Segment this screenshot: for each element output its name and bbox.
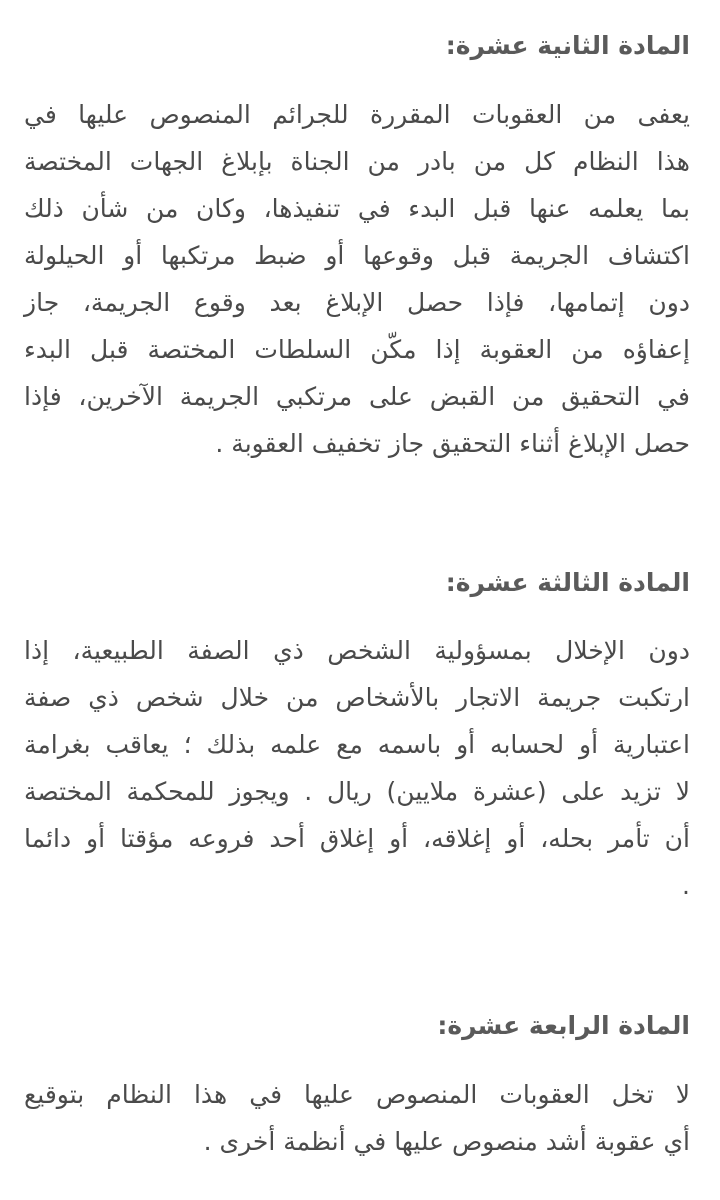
article-12-line: اكتشاف الجريمة قبل وقوعها أو ضبط مرتكبها أو الحيلولة: [24, 241, 690, 270]
article-12-line: في التحقيق من القبض على مرتكبي الجريمة الآخرين، فإذا: [24, 382, 690, 411]
article-14-heading: المادة الرابعة عشرة:: [437, 1011, 690, 1040]
article-13-body: [24, 627, 690, 909]
article-12-line: يعفى من العقوبات المقررة للجرائم المنصوص عليها في: [24, 100, 690, 129]
article-12-body: [24, 91, 690, 467]
article-13-line: لا تزيد على (عشرة ملايين) ريال . ويجوز للمحكمة المختصة: [24, 777, 690, 806]
article-12-line: هذا النظام كل من بادر من الجناة بإبلاغ الجهات المختصة: [24, 147, 690, 176]
article-13-line: .: [682, 871, 690, 900]
article-13-line: أن تأمر بحله، أو إغلاقه، أو إغلاق أحد فروعه مؤقتا أو دائما: [24, 824, 690, 853]
article-13-line: اعتبارية أو لحسابه أو باسمه مع علمه بذلك ؛ يعاقب بغرامة: [24, 730, 690, 759]
article-12-line: حصل الإبلاغ أثناء التحقيق جاز تخفيف العقوبة .: [215, 429, 690, 458]
article-12-heading: المادة الثانية عشرة:: [445, 31, 690, 60]
article-14-body: [24, 1071, 690, 1165]
article-12-line: دون إتمامها، فإذا حصل الإبلاغ بعد وقوع الجريمة، جاز: [24, 288, 690, 317]
article-14-line: أي عقوبة أشد منصوص عليها في أنظمة أخرى .: [203, 1127, 690, 1156]
article-12-line: إعفاؤه من العقوبة إذا مكّن السلطات المختصة قبل البدء: [24, 335, 690, 364]
article-13-line: ارتكبت جريمة الاتجار بالأشخاص من خلال شخص ذي صفة: [24, 683, 690, 712]
article-13-heading: المادة الثالثة عشرة:: [445, 568, 690, 597]
article-14-line: لا تخل العقوبات المنصوص عليها في هذا النظام بتوقيع: [24, 1080, 690, 1109]
article-12-line: بما يعلمه عنها قبل البدء في تنفيذها، وكان من شأن ذلك: [24, 194, 690, 223]
article-13-line: دون الإخلال بمسؤولية الشخص ذي الصفة الطبيعية، إذا: [24, 636, 690, 665]
